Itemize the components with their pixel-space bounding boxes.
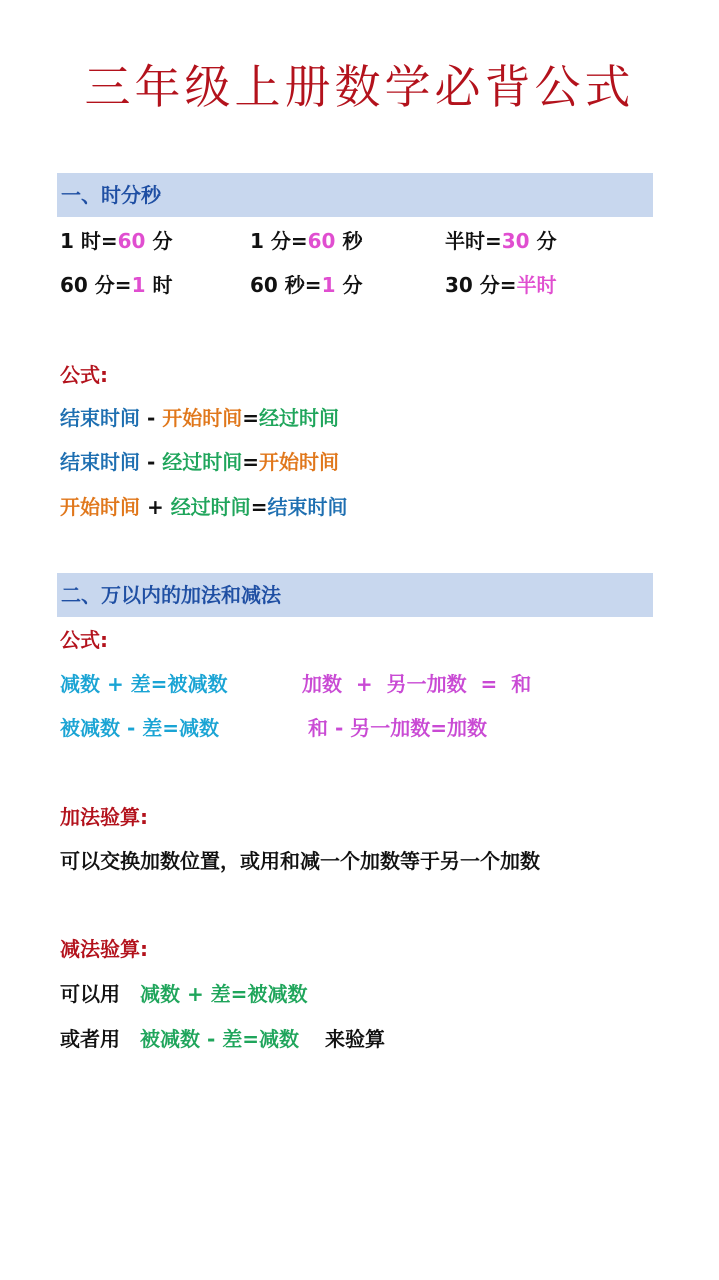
conversion-text: 60 秒=: [250, 273, 322, 297]
conversion-text: 30 分=: [445, 273, 517, 297]
time-formula-3: [60, 493, 347, 521]
conversion-unit: 时: [145, 273, 173, 297]
conversion-text: 60 分=: [60, 273, 132, 297]
conversion-value: 1: [321, 273, 336, 297]
section-heading-add-subtract: 二、万以内的加法和减法: [57, 573, 653, 617]
conversion-text: 半时=: [445, 229, 502, 253]
formula-label: 公式:: [60, 363, 108, 387]
formula-term: 经过时间: [259, 406, 339, 430]
conversion-1-hour: [60, 227, 172, 255]
subtraction-check-1: [60, 980, 307, 1008]
formula-term: 开始时间: [162, 406, 243, 430]
conversion-value: 30: [501, 229, 530, 253]
conversion-unit: 分: [145, 229, 173, 253]
time-formula-2: [60, 448, 339, 476]
page-title: 三年级上册数学必背公式: [84, 60, 635, 114]
addition-formula-2: 和 - 另一加数=加数: [308, 716, 487, 740]
formula-operator: +: [140, 495, 171, 519]
conversion-value: 60: [307, 229, 336, 253]
formula-operator: =: [242, 406, 259, 430]
conversion-value: 半时: [516, 273, 557, 297]
addition-formula-1: 加数 + 另一加数 = 和: [302, 672, 532, 696]
formula-operator: -: [140, 450, 163, 474]
check-suffix: 来验算: [324, 1027, 385, 1051]
formula-term: 开始时间: [259, 450, 339, 474]
formula-term: 经过时间: [170, 495, 251, 519]
check-formula: 被减数 - 差=减数: [140, 1027, 299, 1051]
conversion-unit: 秒: [335, 229, 363, 253]
conversion-unit: 分: [335, 273, 363, 297]
conversion-unit: 分: [529, 229, 557, 253]
conversion-half-hour: [445, 227, 557, 255]
formula-label: 公式:: [60, 628, 108, 652]
conversion-value: 60: [117, 229, 146, 253]
time-formula-1: [60, 404, 339, 432]
formula-operator: -: [140, 406, 163, 430]
conversion-60-seconds: [250, 271, 362, 299]
formula-operator: =: [250, 495, 268, 519]
subtraction-formula-1: 减数 + 差=被减数: [60, 672, 228, 696]
conversion-value: 1: [131, 273, 146, 297]
formula-operator: =: [242, 450, 259, 474]
addition-check-text: 可以交换加数位置，或用和减一个加数等于另一个加数: [60, 849, 540, 873]
formula-term: 经过时间: [162, 450, 243, 474]
formula-term: 结束时间: [267, 495, 348, 519]
conversion-30-minutes: [445, 271, 557, 299]
conversion-60-minutes: [60, 271, 172, 299]
formula-term: 结束时间: [60, 406, 140, 430]
subtraction-formula-2: 被减数 - 差=减数: [60, 716, 219, 740]
section-heading-time: 一、时分秒: [57, 173, 653, 217]
check-prefix: 可以用: [60, 982, 120, 1006]
addition-check-label: 加法验算:: [60, 805, 148, 829]
conversion-1-minute: [250, 227, 362, 255]
subtraction-check-2: [60, 1025, 385, 1053]
conversion-text: 1 分=: [250, 229, 308, 253]
formula-term: 结束时间: [60, 450, 140, 474]
check-prefix: 或者用: [60, 1027, 120, 1051]
conversion-text: 1 时=: [60, 229, 118, 253]
check-formula: 减数 + 差=被减数: [140, 982, 308, 1006]
formula-term: 开始时间: [60, 495, 140, 519]
subtraction-check-label: 减法验算:: [60, 937, 148, 961]
